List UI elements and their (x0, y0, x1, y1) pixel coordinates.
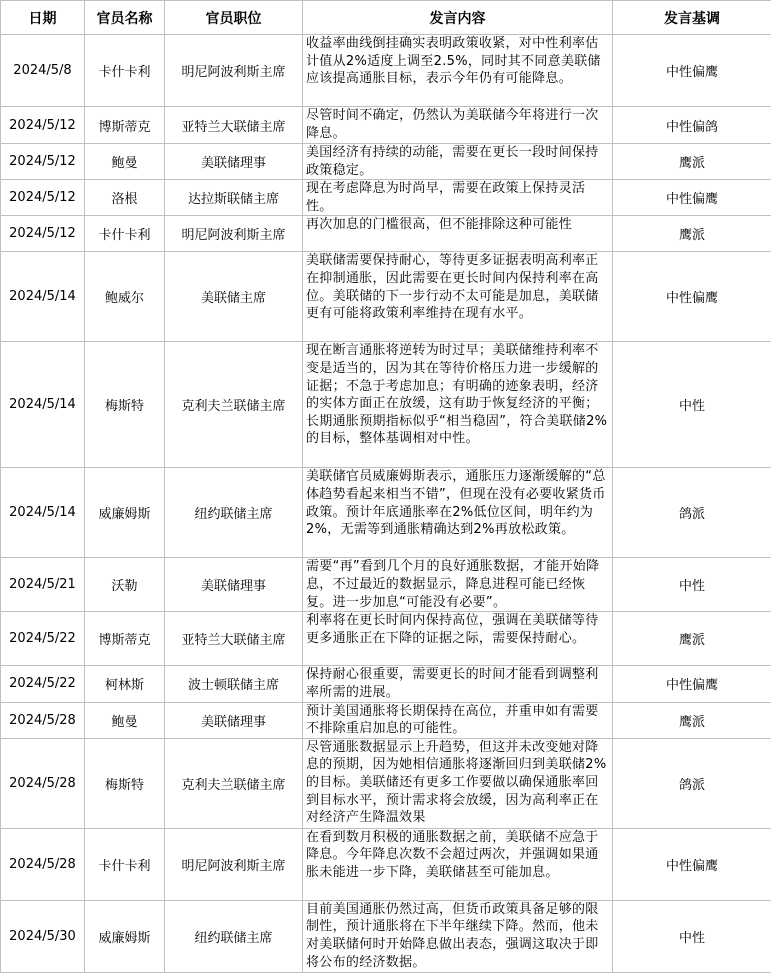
cell-name: 鲍曼 (85, 144, 165, 180)
cell-content: 利率将在更长时间内保持高位，强调在美联储等待更多通胀正在下降的证据之际，需要保持耐心。 (303, 612, 613, 666)
cell-date: 2024/5/12 (1, 107, 85, 144)
table-row (1, 180, 771, 216)
cell-position: 美联储理事 (165, 558, 303, 612)
cell-content: 在看到数月积极的通胀数据之前，美联储不应急于降息。今年降息次数不会超过两次，并强调如果通胀未能进一步下降，美联储甚至可能加息。 (303, 828, 613, 900)
table-row (1, 468, 771, 558)
cell-tone: 中性 (613, 558, 771, 612)
header-date: 日期 (1, 1, 85, 35)
cell-position: 明尼阿波利斯主席 (165, 35, 303, 107)
table-row (1, 666, 771, 702)
cell-content: 尽管通胀数据显示上升趋势，但这并未改变她对降息的预期，因为她相信通胀将逐渐回归到美联储2%的目标。美联储还有更多工作要做以确保通胀率回到目标水平，预计需求将会放缓，因为高利率正在对经济产生降温效果 (303, 738, 613, 828)
cell-tone: 中性 (613, 342, 771, 468)
cell-content: 再次加息的门槛很高，但不能排除这种可能性 (303, 216, 613, 252)
table-row (1, 558, 771, 612)
cell-date: 2024/5/30 (1, 900, 85, 972)
table-row (1, 738, 771, 828)
table-row (1, 900, 771, 972)
cell-tone: 鹰派 (613, 144, 771, 180)
cell-position: 达拉斯联储主席 (165, 180, 303, 216)
cell-content: 美国经济有持续的动能，需要在更长一段时间保持政策稳定。 (303, 144, 613, 180)
cell-date: 2024/5/14 (1, 342, 85, 468)
cell-tone: 鸽派 (613, 738, 771, 828)
cell-date: 2024/5/22 (1, 666, 85, 702)
cell-date: 2024/5/14 (1, 468, 85, 558)
cell-name: 威廉姆斯 (85, 468, 165, 558)
cell-name: 博斯蒂克 (85, 612, 165, 666)
cell-date: 2024/5/14 (1, 252, 85, 342)
cell-date: 2024/5/12 (1, 216, 85, 252)
cell-content: 保持耐心很重要，需要更长的时间才能看到调整利率所需的进展。 (303, 666, 613, 702)
cell-content: 现在断言通胀将逆转为时过早；美联储维持利率不变是适当的，因为其在等待价格压力进一步缓解的证据；不急于考虑加息；有明确的迹象表明，经济的实体方面正在放缓，这有助于恢复经济的平衡；长期通胀预期指标似乎“相当稳固”，符合美联储2%的目标，整体基调相对中性。 (303, 342, 613, 468)
cell-tone: 中性偏鹰 (613, 35, 771, 107)
cell-tone: 鸽派 (613, 468, 771, 558)
table-row (1, 702, 771, 738)
cell-position: 亚特兰大联储主席 (165, 107, 303, 144)
cell-name: 梅斯特 (85, 342, 165, 468)
cell-position: 明尼阿波利斯主席 (165, 216, 303, 252)
cell-name: 威廉姆斯 (85, 900, 165, 972)
cell-date: 2024/5/28 (1, 828, 85, 900)
cell-date: 2024/5/12 (1, 180, 85, 216)
cell-tone: 中性偏鹰 (613, 666, 771, 702)
cell-name: 卡什卡利 (85, 216, 165, 252)
cell-position: 波士顿联储主席 (165, 666, 303, 702)
header-content: 发言内容 (303, 1, 613, 35)
cell-tone: 鹰派 (613, 216, 771, 252)
table-row (1, 35, 771, 107)
header-tone: 发言基调 (613, 1, 771, 35)
cell-name: 沃勒 (85, 558, 165, 612)
cell-date: 2024/5/8 (1, 35, 85, 107)
table-row (1, 216, 771, 252)
cell-position: 美联储理事 (165, 702, 303, 738)
cell-position: 美联储理事 (165, 144, 303, 180)
cell-position: 明尼阿波利斯主席 (165, 828, 303, 900)
cell-tone: 中性偏鹰 (613, 828, 771, 900)
header-name: 官员名称 (85, 1, 165, 35)
cell-content: 美联储官员威廉姆斯表示，通胀压力逐渐缓解的“总体趋势看起来相当不错”，但现在没有必要收紧货币政策。预计年底通胀率在2%低位区间，明年约为2%，无需等到通胀精确达到2%再放松政策。 (303, 468, 613, 558)
cell-name: 卡什卡利 (85, 35, 165, 107)
header-row (1, 1, 771, 35)
table-row (1, 342, 771, 468)
cell-date: 2024/5/12 (1, 144, 85, 180)
cell-tone: 鹰派 (613, 702, 771, 738)
cell-content: 目前美国通胀仍然过高，但货币政策具备足够的限制性，预计通胀将在下半年继续下降。然而，他未对美联储何时开始降息做出表态，强调这取决于即将公布的经济数据。 (303, 900, 613, 972)
cell-content: 需要“再”看到几个月的良好通胀数据，才能开始降息，不过最近的数据显示，降息进程可能已经恢复。进一步加息“可能没有必要”。 (303, 558, 613, 612)
header-position: 官员职位 (165, 1, 303, 35)
cell-tone: 中性 (613, 900, 771, 972)
cell-tone: 中性偏鸽 (613, 107, 771, 144)
table-row (1, 612, 771, 666)
cell-position: 纽约联储主席 (165, 468, 303, 558)
cell-date: 2024/5/21 (1, 558, 85, 612)
cell-tone: 鹰派 (613, 612, 771, 666)
cell-tone: 中性偏鹰 (613, 252, 771, 342)
cell-date: 2024/5/22 (1, 612, 85, 666)
table-row (1, 252, 771, 342)
cell-name: 卡什卡利 (85, 828, 165, 900)
cell-content: 收益率曲线倒挂确实表明政策收紧，对中性利率估计值从2%适度上调至2.5%，同时其不同意美联储应该提高通胀目标，表示今年仍有可能降息。 (303, 35, 613, 107)
cell-content: 美联储需要保持耐心，等待更多证据表明高利率正在抑制通胀，因此需要在更长时间内保持利率在高位。美联储的下一步行动不太可能是加息，美联储更有可能将政策利率维持在现有水平。 (303, 252, 613, 342)
cell-position: 克利夫兰联储主席 (165, 738, 303, 828)
table-row (1, 107, 771, 144)
cell-position: 克利夫兰联储主席 (165, 342, 303, 468)
cell-tone: 中性偏鹰 (613, 180, 771, 216)
cell-name: 洛根 (85, 180, 165, 216)
table-row (1, 828, 771, 900)
cell-name: 柯林斯 (85, 666, 165, 702)
cell-name: 博斯蒂克 (85, 107, 165, 144)
cell-position: 纽约联储主席 (165, 900, 303, 972)
cell-date: 2024/5/28 (1, 738, 85, 828)
cell-content: 尽管时间不确定，仍然认为美联储今年将进行一次降息。 (303, 107, 613, 144)
cell-name: 鲍威尔 (85, 252, 165, 342)
cell-date: 2024/5/28 (1, 702, 85, 738)
cell-content: 现在考虑降息为时尚早，需要在政策上保持灵活性。 (303, 180, 613, 216)
cell-position: 亚特兰大联储主席 (165, 612, 303, 666)
cell-name: 梅斯特 (85, 738, 165, 828)
table-row (1, 144, 771, 180)
cell-position: 美联储主席 (165, 252, 303, 342)
cell-content: 预计美国通胀将长期保持在高位，并重申如有需要不排除重启加息的可能性。 (303, 702, 613, 738)
cell-name: 鲍曼 (85, 702, 165, 738)
